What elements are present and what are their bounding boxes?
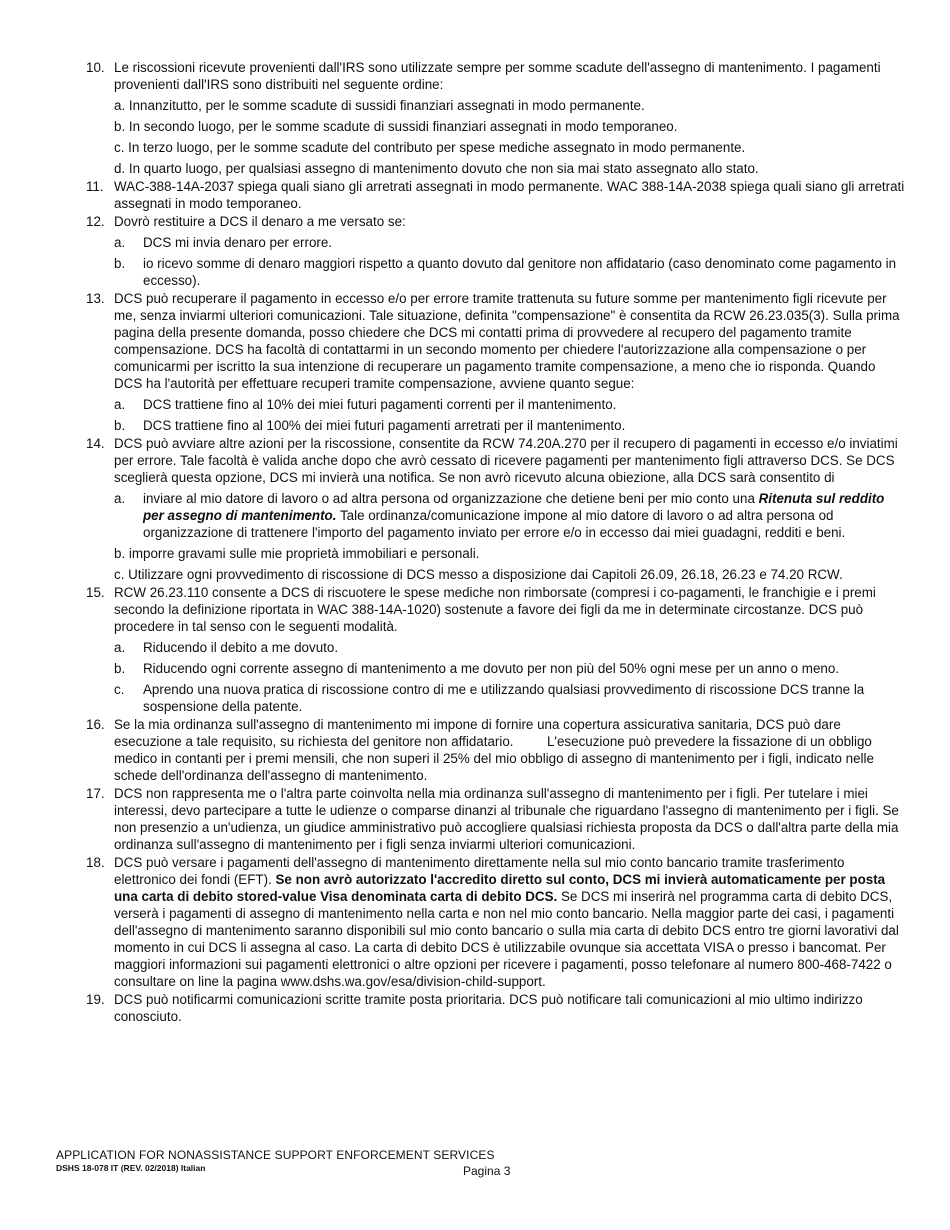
sub-item [114,660,906,677]
item-number: 11. [86,179,104,194]
list-item-13 [86,290,906,434]
item-text: RCW 26.23.110 consente a DCS di riscuotere le spese mediche non rimborsate (compresi i co-pagamenti, le franchigie e i premi secondo la definizione riportata in WAC 388-14A-1020) sostenute a favore dei figli da me in determinate circostanze. DCS può procedere in tal senso con le seguenti modalità. [114,585,876,634]
sub-item [114,639,906,656]
sub-item: d. In quarto luogo, per qualsiasi assegno di mantenimento dovuto che non sia mai stato assegnato allo stato. [114,161,759,176]
list-item-12 [86,213,906,289]
sub-item-text: Riducendo ogni corrente assegno di mantenimento a me dovuto per non più del 50% ogni mese per un anno o meno. [143,661,840,676]
item-number: 16. [86,717,105,732]
list-item-10 [86,59,906,177]
item-number: 15. [86,585,105,600]
list-item-17 [86,785,906,853]
item-text: WAC-388-14A-2037 spiega quali siano gli arretrati assegnati in modo permanente. WAC 388-14A-2038 spiega quali siano gli arretrati assegnati in modo temporaneo. [114,179,905,211]
sub-item: b. imporre gravami sulle mie proprietà immobiliari e personali. [114,546,480,561]
sub-item-label: b. [114,418,126,433]
item-number: 12. [86,214,105,229]
sub-item-label: a. [114,491,126,506]
item-number: 13. [86,291,105,306]
sub-item-text: Riducendo il debito a me dovuto. [143,640,339,655]
sub-item: b. In secondo luogo, per le somme scadute di sussidi finanziari assegnati in modo temporaneo. [114,119,678,134]
page-number: Pagina 3 [463,1164,511,1178]
item-text: DCS può notificarmi comunicazioni scritte tramite posta prioritaria. DCS può notificare tali comunicazioni al mio ultimo indirizzo conosciuto. [114,992,863,1024]
sub-item: c. Utilizzare ogni provvedimento di riscossione di DCS messo a disposizione dai Capitoli 26.09, 26.18, 26.23 e 74.20 RCW. [114,567,843,582]
sub-item [114,396,906,413]
sub-item-text: DCS trattiene fino al 10% dei miei futuri pagamenti correnti per il mantenimento. [143,397,617,412]
sub-item-label: c. [114,682,125,697]
list-item-16 [86,716,906,784]
item-number: 10. [86,60,105,75]
sub-item-label: a. [114,640,126,655]
footer-form-code: DSHS 18-078 IT (REV. 02/2018) Italian [56,1163,206,1173]
list-item-18 [86,854,906,990]
item-text: DCS può recuperare il pagamento in eccesso e/o per errore tramite trattenuta su future somme per mantenimento figli ricevute per me, senza inviarmi ulteriori comunicazioni. Tale situazione, definita "compensazione" è consentita da RCW 26.23.035(3). Sulla prima pagina della presente domanda, posso chiedere che DCS mi contatti prima di provvedere al recupero del pagamento tramite compensazione. DCS ha facoltà di contattarmi in un secondo momento per chiedere l'autorizzazione alla compensazione o per comunicarmi per iscritto la sua intenzione di recuperare un pagamento tramite compensazione, a meno che io risponda. Quando DCS ha l'autorità per effettuare recuperi tramite compensazione, avviene quanto segue: [114,291,900,391]
item-number: 18. [86,855,105,870]
sub-item-text: inviare al mio datore di lavoro o ad altra persona od organizzazione che detiene beni per mio conto una Ritenuta sul reddito per assegno di mantenimento. Tale ordinanza/comunicazione impone al mio datore di lavoro o ad altra persona od organizzazione di trattenere l'importo del pagamento inviato per errore e/o in eccesso dai miei guadagni, redditi e beni. [143,491,885,540]
list-item-19 [86,991,906,1025]
sub-item-label: b. [114,256,126,271]
item-text: DCS non rappresenta me o l'altra parte coinvolta nella mia ordinanza sull'assegno di mantenimento per i figli. Per tutelare i miei interessi, devo partecipare a tutte le udienze o comparse dinanzi al tribunale che riguardano l'assegno di mantenimento per i figli. Se non presenzio a un'udienza, un giudice amministrativo può accogliere qualsiasi richiesta proposta da DCS o dall'altra parte della mia ordinanza sull'assegno di mantenimento per i figli senza inviarmi ulteriori comunicazioni. [114,786,899,852]
sub-item [114,255,906,289]
sub-item-text: DCS mi invia denaro per errore. [143,235,333,250]
sub-item [114,234,906,251]
terms-list [86,59,906,1026]
list-item-14 [86,435,906,583]
item-text: Le riscossioni ricevute provenienti dall'IRS sono utilizzate sempre per somme scadute dell'assegno di mantenimento. I pagamenti provenienti dall'IRS sono distribuiti nel seguente ordine: [114,60,881,92]
item-text: DCS può avviare altre azioni per la riscossione, consentite da RCW 74.20A.270 per il recupero di pagamenti in eccesso e/o inviatimi per errore. Tale facoltà è valida anche dopo che avrò cessato di ricevere pagamenti per mantenimento figli attraverso DCS. Se DCS sceglierà questa opzione, DCS mi invierà una notifica. Se non avrò ricevuto alcuna obiezione, alla DCS sarà consentito di [114,436,898,485]
footer-form-title: APPLICATION FOR NONASSISTANCE SUPPORT ENFORCEMENT SERVICES [56,1148,495,1162]
list-item-15 [86,584,906,715]
sub-item [114,681,906,715]
sub-item: a. Innanzitutto, per le somme scadute di sussidi finanziari assegnati in modo permanente. [114,98,645,113]
item-text: Dovrò restituire a DCS il denaro a me versato se: [114,214,406,229]
item-number: 17. [86,786,105,801]
sub-item-text: DCS trattiene fino al 100% dei miei futuri pagamenti arretrati per il mantenimento. [143,418,626,433]
sub-item-text: Aprendo una nuova pratica di riscossione contro di me e utilizzando qualsiasi provvedimento di riscossione DCS tranne la sospensione della patente. [143,682,865,714]
sub-item-text: io ricevo somme di denaro maggiori rispetto a quanto dovuto dal genitore non affidatario (caso denominato come pagamento in eccesso). [143,256,897,288]
sub-item: c. In terzo luogo, per le somme scadute del contributo per spese mediche assegnato in modo permanente. [114,140,746,155]
item-text: DCS può versare i pagamenti dell'assegno di mantenimento direttamente nella sul mio conto bancario tramite trasferimento elettronico dei fondi (EFT). Se non avrò autorizzato l'accredito diretto sul conto, DCS mi invierà automaticamente per posta una carta di debito stored-value Visa denominata carta di debito DCS. Se DCS mi inserirà nel programma carta di debito DCS, verserà i pagamenti di assegno di mantenimento nella carta e non nel mio conto bancario. Nella maggior parte dei casi, i pagamenti dell'assegno di mantenimento saranno disponibili sul mio conto bancario o sulla mia carta di debito DCS entro tre giorni lavorativi dal momento in cui DCS li assegna al caso. La carta di debito DCS è utilizzabile ovunque sia accettata VISA o presso i bancomat. Per maggiori informazioni sui pagamenti elettronici o altre opzioni per ricevere i pagamenti, posso telefonare al numero 800-468-7422 o consultare on line la pagina www.dshs.wa.gov/esa/division-child-support. [114,855,899,989]
sub-item [114,490,906,541]
sub-item [114,417,906,434]
emphasis-text: Ritenuta sul reddito per assegno di mantenimento. [143,491,885,523]
item-text: Se la mia ordinanza sull'assegno di mantenimento mi impone di fornire una copertura assicurativa sanitaria, DCS può dare esecuzione a tale requisito, su richiesta del genitore non affidatario. L'esecuzione può prevedere la fissazione di un obbligo medico in contanti per i premi mensili, che non superi il 25% del mio obbligo di assegno di mantenimento per i figli, indicato nelle schede dell'ordinanza dell'assegno di mantenimento. [114,717,878,783]
sub-item-label: a. [114,397,126,412]
item-number: 19. [86,992,105,1007]
list-item-11 [86,178,906,212]
emphasis-text: Se non avrò autorizzato l'accredito diretto sul conto, DCS mi invierà automaticamente per posta una carta di debito stored-value Visa denominata carta di debito DCS. [114,872,886,904]
sub-item-label: a. [114,235,126,250]
item-number: 14. [86,436,105,451]
sub-item-label: b. [114,661,126,676]
